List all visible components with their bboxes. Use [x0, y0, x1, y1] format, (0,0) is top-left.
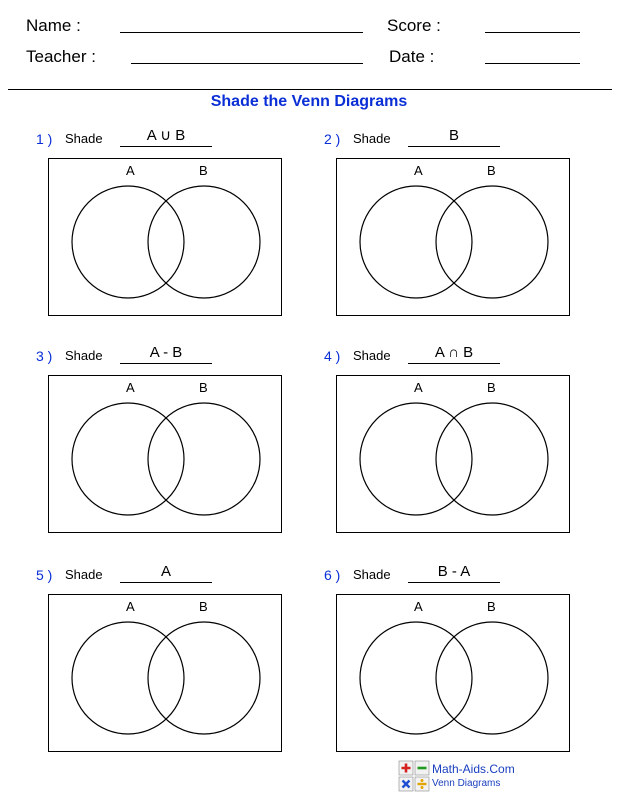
set-a-label: A: [126, 380, 135, 395]
problem-number: 4 ): [324, 348, 341, 364]
circle-b[interactable]: [436, 403, 548, 515]
score-field[interactable]: [485, 32, 580, 33]
set-a-label: A: [414, 163, 423, 178]
problem-4: [324, 344, 564, 547]
shade-label: Shade: [353, 131, 391, 146]
shade-label: Shade: [65, 348, 103, 363]
universal-set-box: [337, 159, 570, 316]
set-expression: A ∩ B: [434, 344, 474, 361]
set-b-label: B: [199, 599, 208, 614]
venn-diagram[interactable]: [48, 158, 282, 316]
circle-a[interactable]: [360, 403, 472, 515]
problem-5: [36, 563, 276, 766]
universal-set-box: [337, 595, 570, 752]
circle-b[interactable]: [436, 186, 548, 298]
venn-diagram[interactable]: [336, 594, 570, 752]
name-label: Name :: [26, 16, 81, 35]
set-a-label: A: [126, 599, 135, 614]
problem-1: [36, 127, 276, 330]
set-expression: A: [160, 563, 171, 580]
circle-a[interactable]: [72, 403, 184, 515]
worksheet-title: Shade the Venn Diagrams: [210, 93, 408, 110]
circle-a[interactable]: [360, 622, 472, 734]
set-b-label: B: [199, 380, 208, 395]
venn-diagram[interactable]: [48, 375, 282, 533]
teacher-label: Teacher :: [26, 47, 96, 66]
shade-label: Shade: [353, 348, 391, 363]
date-field[interactable]: [485, 63, 580, 64]
set-b-label: B: [487, 380, 496, 395]
name-field[interactable]: [120, 32, 363, 33]
expression-underline: [120, 363, 212, 364]
worksheet-subtitle: Venn Diagrams: [432, 778, 501, 789]
set-expression: B - A: [437, 563, 471, 580]
score-label: Score :: [387, 16, 441, 35]
problem-3: [36, 344, 276, 547]
header-divider: [8, 89, 612, 90]
circle-b[interactable]: [436, 622, 548, 734]
shade-label: Shade: [65, 131, 103, 146]
problem-number: 3 ): [36, 348, 53, 364]
problem-number: 1 ): [36, 131, 53, 147]
set-expression: B: [448, 127, 459, 144]
circle-a[interactable]: [72, 186, 184, 298]
expression-underline: [408, 146, 500, 147]
set-expression: A ∪ B: [146, 127, 186, 144]
circle-a[interactable]: [360, 186, 472, 298]
math-operators-icon: [398, 760, 430, 792]
set-expression: A - B: [149, 344, 183, 361]
circle-b[interactable]: [148, 186, 260, 298]
venn-diagram[interactable]: [48, 594, 282, 752]
circle-b[interactable]: [148, 622, 260, 734]
shade-label: Shade: [353, 567, 391, 582]
set-b-label: B: [199, 163, 208, 178]
date-label: Date :: [389, 47, 435, 66]
expression-underline: [408, 582, 500, 583]
set-b-label: B: [487, 163, 496, 178]
set-b-label: B: [487, 599, 496, 614]
set-a-label: A: [126, 163, 135, 178]
venn-diagram[interactable]: [336, 158, 570, 316]
set-a-label: A: [414, 380, 423, 395]
set-a-label: A: [414, 599, 423, 614]
expression-underline: [120, 146, 212, 147]
circle-a[interactable]: [72, 622, 184, 734]
universal-set-box: [49, 376, 282, 533]
expression-underline: [120, 582, 212, 583]
universal-set-box: [49, 159, 282, 316]
problem-number: 2 ): [324, 131, 341, 147]
problem-number: 6 ): [324, 567, 341, 583]
shade-label: Shade: [65, 567, 103, 582]
circle-b[interactable]: [148, 403, 260, 515]
problem-6: [324, 563, 564, 766]
problem-2: [324, 127, 564, 330]
site-name: Math-Aids.Com: [432, 762, 515, 776]
problem-number: 5 ): [36, 567, 53, 583]
teacher-field[interactable]: [131, 63, 363, 64]
universal-set-box: [49, 595, 282, 752]
venn-diagram[interactable]: [336, 375, 570, 533]
universal-set-box: [337, 376, 570, 533]
expression-underline: [408, 363, 500, 364]
